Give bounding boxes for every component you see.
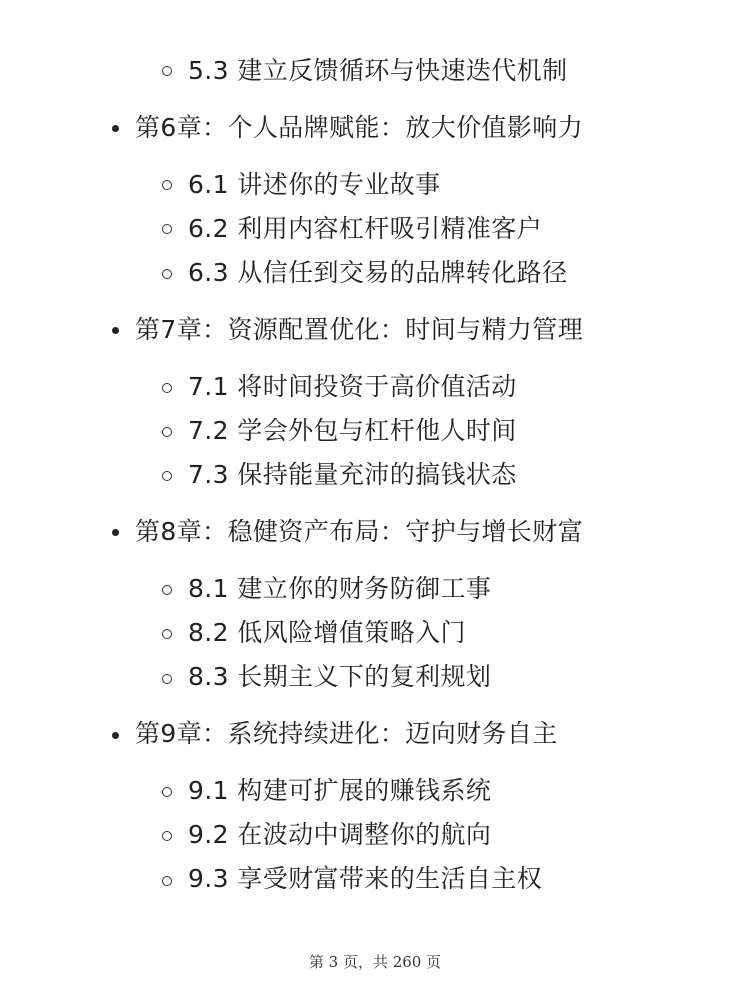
toc-chapter-7[interactable]: 第7章：资源配置优化：时间与精力管理 [135,315,584,344]
sub-bullet-icon [162,831,172,841]
chapter-bullet-icon [112,125,119,132]
toc-section-9-3[interactable]: 9.3 享受财富带来的生活自主权 [188,864,543,893]
sub-bullet-icon [162,427,172,437]
toc-section-8-2[interactable]: 8.2 低风险增值策略入门 [188,618,466,647]
toc-chapter-9[interactable]: 第9章：系统持续进化：迈向财务自主 [135,719,558,748]
chapter-bullet-icon [112,327,119,334]
toc-section-6-3[interactable]: 6.3 从信任到交易的品牌转化路径 [188,258,568,287]
chapter-bullet-icon [112,732,119,739]
toc-section-6-2[interactable]: 6.2 利用内容杠杆吸引精准客户 [188,214,543,243]
sub-bullet-icon [162,585,172,595]
toc-section-8-1[interactable]: 8.1 建立你的财务防御工事 [188,574,492,603]
sub-bullet-icon [162,180,172,190]
toc-section-9-2[interactable]: 9.2 在波动中调整你的航向 [188,820,492,849]
toc-section-6-1[interactable]: 6.1 讲述你的专业故事 [188,170,441,199]
chapter-bullet-icon [112,529,119,536]
sub-bullet-icon [162,629,172,639]
sub-bullet-icon [162,674,172,684]
toc-section-9-1[interactable]: 9.1 构建可扩展的赚钱系统 [188,776,492,805]
toc-section-5-3[interactable]: 5.3 建立反馈循环与快速迭代机制 [188,56,568,85]
sub-bullet-icon [162,269,172,279]
sub-bullet-icon [162,66,172,76]
toc-chapter-6[interactable]: 第6章：个人品牌赋能：放大价值影响力 [135,113,584,142]
toc-chapter-8[interactable]: 第8章：稳健资产布局：守护与增长财富 [135,517,584,546]
toc-section-7-1[interactable]: 7.1 将时间投资于高价值活动 [188,372,517,401]
toc-section-7-3[interactable]: 7.3 保持能量充沛的搞钱状态 [188,460,517,489]
sub-bullet-icon [162,383,172,393]
sub-bullet-icon [162,471,172,481]
page-number-footer: 第 3 页，共 260 页 [308,953,442,971]
toc-section-7-2[interactable]: 7.2 学会外包与杠杆他人时间 [188,416,517,445]
sub-bullet-icon [162,224,172,234]
toc-section-8-3[interactable]: 8.3 长期主义下的复利规划 [188,662,492,691]
sub-bullet-icon [162,787,172,797]
sub-bullet-icon [162,876,172,886]
